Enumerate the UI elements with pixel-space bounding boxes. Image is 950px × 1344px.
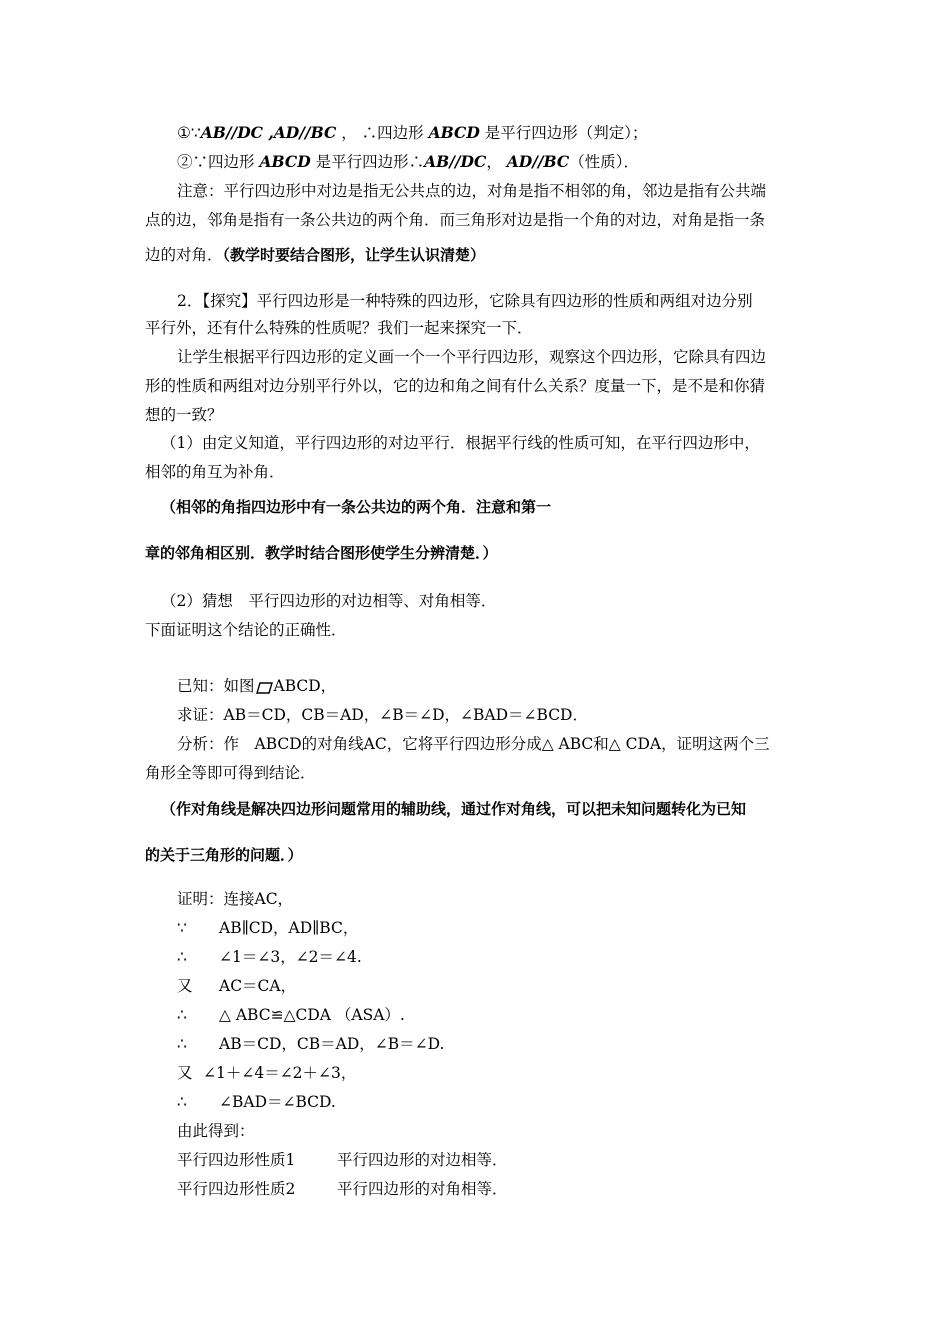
- intro-2-italic2: AB//DC: [424, 152, 487, 171]
- note-line-1: 注意：平行四边形中对边是指无公共点的边，对角是指不相邻的角，邻边是指有公共端: [177, 182, 767, 200]
- explore-line-6: （1）由定义知道，平行四边形的对边平行．根据平行线的性质可知，在平行四边形中，: [161, 434, 760, 452]
- explore-line-9: 下面证明这个结论的正确性．: [145, 621, 347, 639]
- explore-line-3: 让学生根据平行四边形的定义画一个一个平行四边形，观察这个四边形，它除具有四边: [177, 348, 767, 366]
- known-suffix: ABCD，: [273, 677, 337, 695]
- step-text: AB＝CD，CB＝AD，∠B＝∠D.: [219, 1035, 445, 1053]
- note-3b: （教学时要结合图形，让学生认识清楚）: [222, 246, 486, 264]
- step-symbol: ∴: [177, 1093, 187, 1111]
- explore-line-8: （2）猜想 平行四边形的对边相等、对角相等．: [161, 592, 497, 610]
- note-line-2: 点的边，邻角是指有一条公共边的两个角．而三角形对边是指一个角的对边，对角是指一条: [145, 211, 766, 229]
- step-text: AB∥CD，AD∥BC，: [219, 919, 359, 937]
- step-symbol: ∴: [177, 1006, 187, 1024]
- intro-line-1: [177, 123, 648, 143]
- property-2: [177, 1179, 508, 1199]
- step-text: ∠1＝∠3，∠2＝∠4.: [219, 948, 362, 966]
- intro-2-sep: ，: [486, 153, 507, 171]
- prove-line: 求证：AB＝CD，CB＝AD，∠B＝∠D，∠BAD＝∠BCD．: [177, 706, 588, 724]
- step-text: △ ABC≌△CDA （ASA）.: [219, 1006, 405, 1024]
- explore-line-7: 相邻的角互为补角．: [145, 463, 285, 481]
- given-bold-2: 的关于三角形的问题．）: [145, 846, 303, 864]
- intro-2-mid: 是平行四边形∴: [310, 153, 425, 171]
- proof-step: [177, 918, 358, 938]
- proof-step: [177, 976, 296, 996]
- explore-line-4: 形的性质和两组对边分别平行外以，它的边和角之间有什么关系？度量一下，是不是和你猜: [145, 377, 766, 395]
- property-1: [177, 1150, 508, 1170]
- property-1-label: 平行四边形性质1: [177, 1151, 296, 1169]
- intro-1-italic2: ABCD: [428, 123, 480, 142]
- step-symbol: ∵: [177, 919, 187, 937]
- note-line-3: [145, 245, 485, 265]
- proof-step: [177, 947, 362, 967]
- intro-1-italic: AB//DC ,AD//BC: [200, 123, 337, 142]
- step-text: ∠1＋∠4＝∠2＋∠3，: [203, 1064, 357, 1082]
- proof-step: [177, 1034, 444, 1054]
- explore-line-1: 2．【探究】平行四边形是一种特殊的四边形，它除具有四边形的性质和两组对边分别: [177, 292, 753, 310]
- step-symbol: 又: [177, 1064, 193, 1082]
- property-2-label: 平行四边形性质2: [177, 1180, 296, 1198]
- known-prefix: 已知：如图: [177, 677, 255, 695]
- step-symbol: ∴: [177, 948, 187, 966]
- given-bold-1: （作对角线是解决四边形问题常用的辅助线，通过作对角线，可以把未知问题转化为已知: [161, 800, 747, 818]
- proof-step: [177, 1063, 356, 1083]
- step-symbol: 又: [177, 977, 193, 995]
- explore-bold-2: 章的邻角相区别．教学时结合图形使学生分辨清楚．）: [145, 544, 498, 562]
- analysis-line-1: 分析：作 ABCD的对角线AC，它将平行四边形分成△ ABC和△ CDA，证明这两个三: [177, 735, 770, 753]
- property-1-text: 平行四边形的对边相等．: [337, 1151, 508, 1169]
- analysis-line-2: 角形全等即可得到结论．: [145, 764, 316, 782]
- step-text: ∠BAD＝∠BCD.: [219, 1093, 336, 1111]
- intro-2-italic3: AD//BC: [506, 152, 570, 171]
- known-line: [177, 676, 336, 696]
- intro-1-prefix: ①∵: [177, 124, 201, 142]
- intro-1-suffix: 是平行四边形（判定）；: [479, 124, 648, 142]
- step-text: AC＝CA，: [219, 977, 297, 995]
- proof-step: [177, 1092, 336, 1112]
- intro-2-italic: ABCD: [259, 152, 311, 171]
- parallelogram-icon: [256, 680, 273, 694]
- intro-2-prefix: ②∵四边形: [177, 153, 260, 171]
- note-3a: 边的对角．: [145, 246, 223, 264]
- conclude-line: 由此得到：: [177, 1122, 255, 1140]
- step-symbol: ∴: [177, 1035, 187, 1053]
- intro-1-mid: ， ∴四边形: [336, 124, 429, 142]
- proof-title: 证明：连接AC，: [177, 890, 294, 908]
- proof-step: [177, 1005, 405, 1025]
- intro-2-suffix: （性质）．: [569, 153, 640, 171]
- property-2-text: 平行四边形的对角相等．: [337, 1180, 508, 1198]
- explore-bold-1: （相邻的角指四边形中有一条公共边的两个角．注意和第一: [161, 498, 552, 516]
- explore-line-2: 平行外，还有什么特殊的性质呢？我们一起来探究一下．: [145, 319, 533, 337]
- intro-line-2: [177, 152, 639, 172]
- explore-line-5: 想的一致？: [145, 406, 223, 424]
